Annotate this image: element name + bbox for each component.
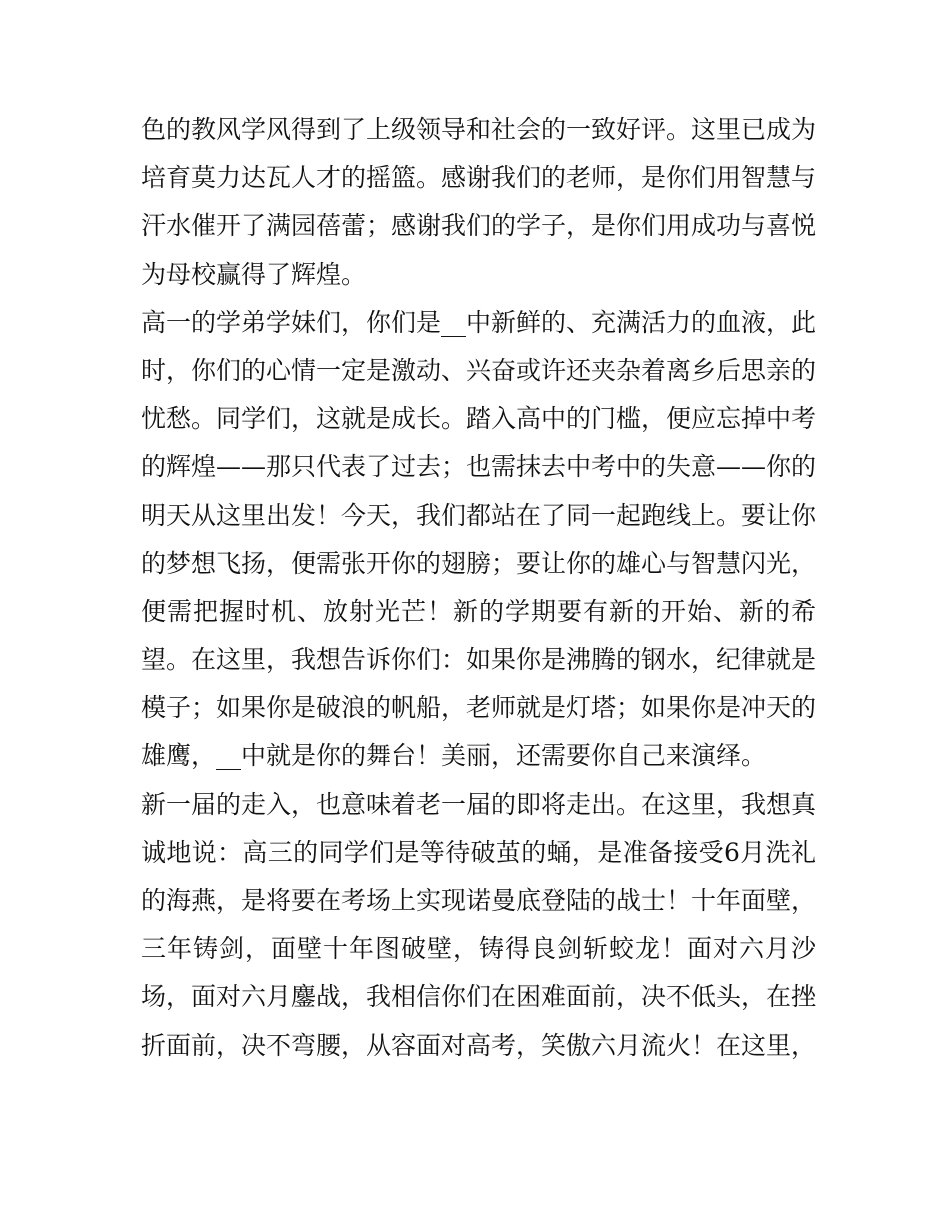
text-line: 色的教风学风得到了上级领导和社会的一致好评。这里已成为 [141,115,816,144]
text-line: 望。在这里，我想告诉你们：如果你是沸腾的钢水，纪律就是 [141,645,816,675]
text-line: 便需把握时机、放射光芒！新的学期要有新的开始、新的希 [141,596,816,626]
text-line: 的辉煌——那只代表了过去；也需抹去中考中的失意——你的 [141,452,816,482]
text-line: 时，你们的心情一定是激动、兴奋或许还夹杂着离乡后思亲的 [141,355,816,385]
text-line: 明天从这里出发！今天，我们都站在了同一起跑线上。要让你 [141,500,816,530]
text-line: 忧愁。同学们，这就是成长。踏入高中的门槛，便应忘掉中考 [141,404,816,434]
text-line: 诚地说：高三的同学们是等待破茧的蛹，是准备接受6月洗礼 [141,837,816,867]
text-line: 雄鹰，__中就是你的舞台！美丽，还需要你自己来演绎。 [141,741,767,771]
text-line: 的海燕，是将要在考场上实现诺曼底登陆的战士！十年面壁， [141,886,816,915]
text-line: 新一届的走入，也意味着老一届的即将走出。在这里，我想真 [141,789,816,819]
text-line: 三年铸剑，面壁十年图破壁，铸得良剑斩蛟龙！面对六月沙 [141,934,816,964]
body-text [141,106,816,1070]
text-line: 模子；如果你是破浪的帆船，老师就是灯塔；如果你是冲天的 [141,693,816,723]
text-line: 高一的学弟学妹们，你们是__中新鲜的、充满活力的血液，此 [141,307,816,337]
text-line: 汗水催开了满园蓓蕾；感谢我们的学子，是你们用成功与喜悦 [141,211,816,241]
text-line: 为母校赢得了辉煌。 [141,259,367,289]
text-line: 场，面对六月鏖战，我相信你们在困难面前，决不低头，在挫 [141,982,816,1012]
text-line: 的梦想飞扬，便需张开你的翅膀；要让你的雄心与智慧闪光， [141,548,816,578]
text-line: 折面前，决不弯腰，从容面对高考，笑傲六月流火！在这里， [141,1030,816,1060]
text-line: 培育莫力达瓦人才的摇篮。感谢我们的老师，是你们用智慧与 [141,163,816,193]
